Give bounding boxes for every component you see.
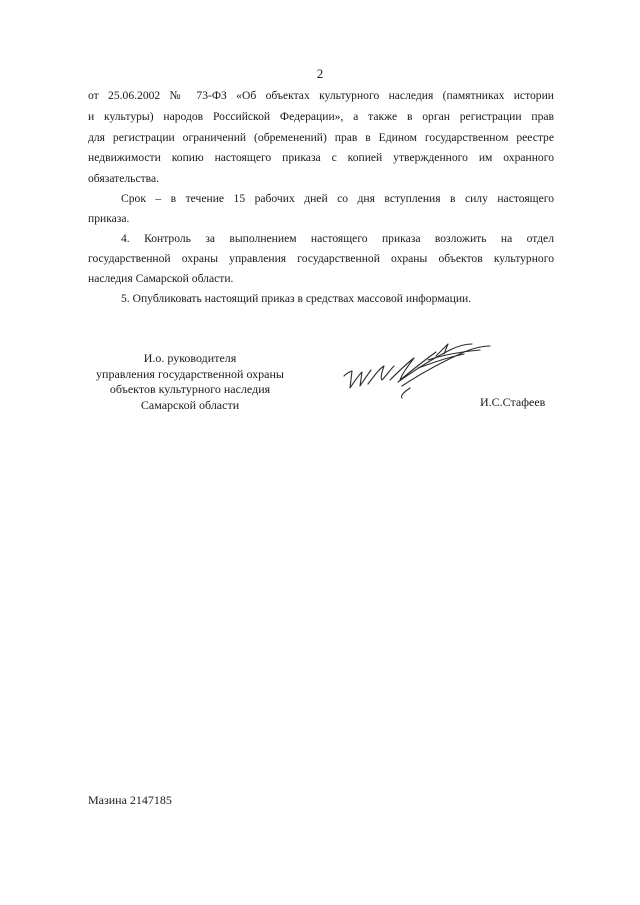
text-line: от 25.06.2002 № 73-ФЗ «Об объектах культурного наследия (памятниках истории xyxy=(88,89,554,102)
text-line: государственной охраны управления государственной охраны объектов культурного xyxy=(88,252,554,265)
handwritten-signature xyxy=(340,336,500,404)
text-line: недвижимости копию настоящего приказа с копией утвержденного им охранного xyxy=(88,151,554,164)
text-line: 4. Контроль за выполнением настоящего приказа возложить на отдел xyxy=(121,232,554,245)
text-line: приказа. xyxy=(88,212,130,225)
text-line: наследия Самарской области. xyxy=(88,272,234,285)
signatory-title-line: управления государственной охраны xyxy=(96,366,284,381)
text-line: 5. Опубликовать настоящий приказ в средствах массовой информации. xyxy=(121,292,472,305)
signatory-name: И.С.Стафеев xyxy=(480,395,546,409)
text-line: для регистрации ограничений (обременений) прав в Едином государственном реестре xyxy=(88,131,554,144)
signatory-title xyxy=(80,351,300,413)
signatory-title-line: Самарской области xyxy=(140,397,240,412)
text-line: и культуры) народов Российской Федерации», а также в орган регистрации прав xyxy=(88,110,554,123)
signatory-title-line: И.о. руководителя xyxy=(143,351,237,365)
page-number: 2 xyxy=(316,66,324,81)
text-line: обязательства. xyxy=(88,172,160,185)
author-footer: Мазина 2147185 xyxy=(88,793,172,807)
text-line: Срок – в течение 15 рабочих дней со дня вступления в силу настоящего xyxy=(121,192,554,205)
signatory-title-line: объектов культурного наследия xyxy=(109,382,271,396)
